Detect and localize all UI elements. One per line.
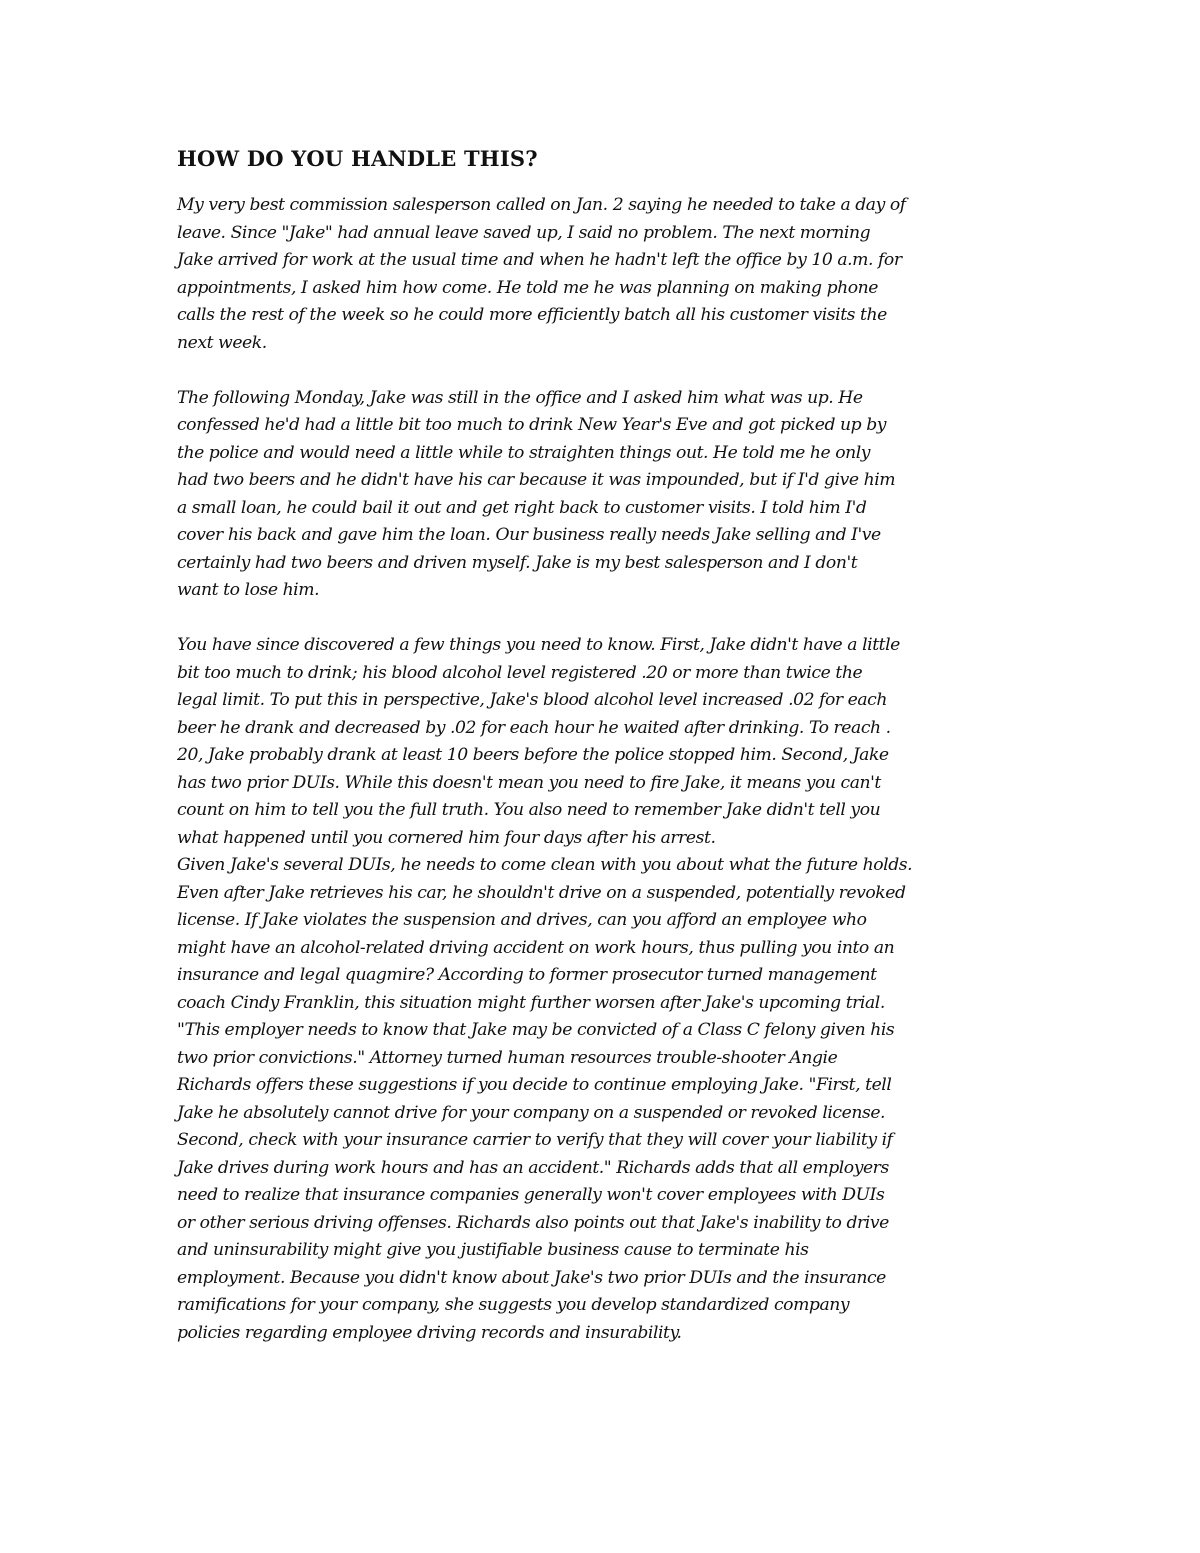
text-line: Given Jake's several DUIs, he needs to come clean with you about what the future holds.: [177, 855, 913, 875]
text-line: Jake drives during work hours and has an accident." Richards adds that all employers: [177, 1157, 889, 1178]
text-line: leave. Since "Jake" had annual leave saved up, I said no problem. The next morning: [177, 222, 871, 243]
text-line: Even after Jake retrieves his car, he shouldn't drive on a suspended, potentially revoked: [177, 882, 906, 903]
text-line: "This employer needs to know that Jake may be convicted of a Class C felony given his: [177, 1020, 895, 1040]
paragraph-3: [177, 632, 1029, 1347]
text-line: what happened until you cornered him four days after his arrest.: [177, 827, 716, 848]
text-line: need to realize that insurance companies generally won't cover employees with DUIs: [177, 1185, 885, 1205]
text-line: confessed he'd had a little bit too much to drink New Year's Eve and got picked up by: [177, 415, 887, 435]
text-line: beer he drank and decreased by .02 for each hour he waited after drinking. To reach .: [177, 717, 891, 738]
text-line: cover his back and gave him the loan. Our business really needs Jake selling and I've: [177, 525, 881, 545]
text-line: calls the rest of the week so he could more efficiently batch all his customer visits the: [177, 305, 887, 325]
text-line: Second, check with your insurance carrier to verify that they will cover your liability if: [177, 1130, 893, 1150]
text-line: The following Monday, Jake was still in the office and I asked him what was up. He: [177, 387, 863, 408]
text-line: might have an alcohol-related driving accident on work hours, thus pulling you into an: [177, 937, 895, 958]
text-line: two prior convictions." Attorney turned human resources trouble-shooter Angie: [177, 1047, 838, 1068]
text-line: Jake arrived for work at the usual time and when he hadn't left the office by 10 a.m. for: [177, 250, 902, 270]
text-line: policies regarding employee driving records and insurability.: [177, 1322, 682, 1343]
text-line: next week.: [177, 332, 267, 353]
document-title: HOW DO YOU HANDLE THIS?: [177, 146, 538, 171]
text-line: license. If Jake violates the suspension and drives, can you afford an employee who: [177, 910, 867, 930]
text-line: has two prior DUIs. While this doesn't mean you need to fire Jake, it means you can't: [177, 772, 881, 793]
text-line: bit too much to drink; his blood alcohol level registered .20 or more than twice the: [177, 662, 863, 683]
text-line: employment. Because you didn't know about Jake's two prior DUIs and the insurance: [177, 1267, 886, 1288]
text-line: a small loan, he could bail it out and get right back to customer visits. I told him I'd: [177, 497, 867, 518]
text-line: coach Cindy Franklin, this situation might further worsen after Jake's upcoming trial.: [177, 992, 885, 1013]
text-line: count on him to tell you the full truth. You also need to remember Jake didn't tell you: [177, 800, 881, 820]
text-line: ramifications for your company, she suggests you develop standardized company: [177, 1295, 850, 1315]
paragraph-1: [177, 192, 1029, 357]
text-line: and uninsurability might give you justifiable business cause to terminate his: [177, 1240, 809, 1260]
text-line: Richards offers these suggestions if you decide to continue employing Jake. "First, tell: [177, 1075, 892, 1095]
text-line: had two beers and he didn't have his car because it was impounded, but if I'd give him: [177, 470, 896, 490]
paragraph-spacer: [177, 357, 1029, 385]
text-line: Jake he absolutely cannot drive for your company on a suspended or revoked license.: [177, 1102, 886, 1123]
text-line: My very best commission salesperson called on Jan. 2 saying he needed to take a day of: [177, 195, 906, 215]
text-line: certainly had two beers and driven myself. Jake is my best salesperson and I don't: [177, 552, 858, 573]
text-line: insurance and legal quagmire? According to former prosecutor turned management: [177, 965, 877, 985]
text-line: 20, Jake probably drank at least 10 beers before the police stopped him. Second, Jake: [177, 745, 889, 765]
text-line: legal limit. To put this in perspective, Jake's blood alcohol level increased .02 for each: [177, 690, 887, 710]
document-body: [177, 142, 1029, 1347]
text-line: appointments, I asked him how come. He told me he was planning on making phone: [177, 277, 879, 298]
text-line: You have since discovered a few things you need to know. First, Jake didn't have a little: [177, 635, 900, 655]
text-line: the police and would need a little while to straighten things out. He told me he only: [177, 442, 871, 463]
paragraph-spacer: [177, 605, 1029, 633]
paragraph-2: [177, 385, 1029, 605]
text-line: want to lose him.: [177, 580, 320, 600]
text-line: or other serious driving offenses. Richards also points out that Jake's inability to drive: [177, 1212, 889, 1233]
title-spacer: [177, 176, 1029, 192]
